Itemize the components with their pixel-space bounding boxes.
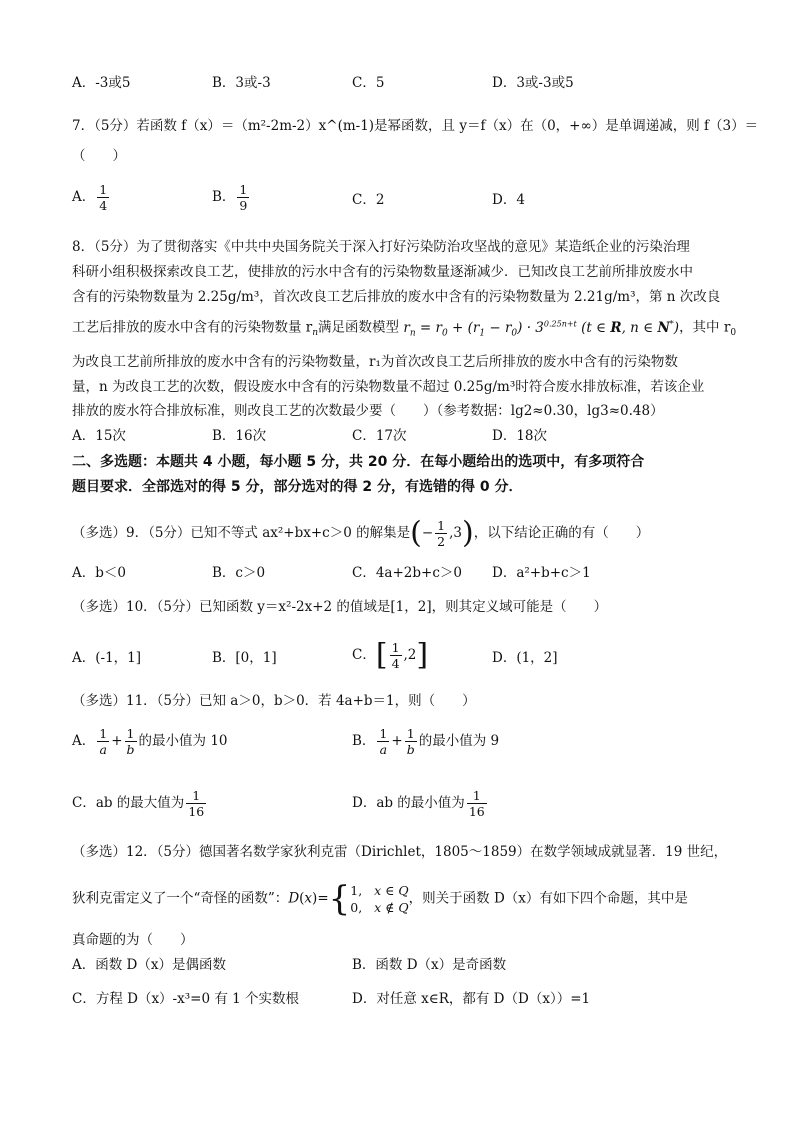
q7-option-b: B． $\frac{1}{9}$ (212, 182, 248, 213)
q12-option-a: A．函数 D（x）是偶函数 (72, 957, 226, 973)
q10-option-d: D．(1，2] (492, 650, 558, 666)
q8-formula: $r_n = r_0 + (r_1 - r_0) \cdot 3^{0.25n+t}$ (t ∈ R, n ∈ N*) (403, 319, 680, 339)
q11-option-d: D．ab 的最小值为 $\frac{1}{16}$ (352, 788, 485, 819)
q7-stem-line1: 7．（5分）若函数 f（x）＝（m²-2m-2）x^(m-1)是幂函数，且 y＝f（x）在（0，+∞）是单调递减，则 f（3）＝ (72, 118, 759, 134)
q11-option-a: A． $\frac{1}{a}$ + $\frac{1}{b}$ 的最小值为 10 (72, 726, 228, 757)
q12-option-b: B．函数 D（x）是奇函数 (352, 957, 507, 973)
q9-option-c: C．4a+2b+c＞0 (352, 565, 462, 581)
q8-stem-line5: 为改良工艺前所排放的废水中含有的污染物数量，r₁为首次改良工艺后所排放的废水中含有的污染物数 (72, 354, 678, 370)
q8-stem-line1: 8．（5分）为了贯彻落实《中共中央国务院关于深入打好污染防治攻坚战的意见》某造纸企业的污染治理 (72, 239, 690, 255)
q7-option-c: C．2 (352, 192, 385, 208)
q7-option-d: D．4 (492, 192, 525, 208)
q7-option-a: A． $\frac{1}{4}$ (72, 182, 108, 213)
q9-option-a: A．b＜0 (72, 565, 126, 581)
q9-stem: （多选）9．（5分）已知不等式 ax²+bx+c＞0 的解集是(− $\frac{1}{2}$ ,3)，以下结论正确的有（ ） (72, 515, 650, 551)
q12-option-c: C．方程 D（x）-x³=0 有 1 个实数根 (72, 991, 300, 1007)
q11-option-c: C．ab 的最大值为 $\frac{1}{16}$ (72, 788, 205, 819)
q8-option-a: A．15次 (72, 428, 126, 444)
q7-stem-line2: （ ） (72, 148, 126, 164)
q8-stem-line4: 工艺后排放的废水中含有的污染物数量 $r_n$满足函数模型 $r_n = r_0 + (r_1 - r_0) \cdot 3^{0.25n+t}$ (t ∈ R, n ∈ N*)，其中 $r_0$ (72, 319, 737, 339)
q9-option-d: D．a²+b+c＞1 (492, 565, 591, 581)
q9-option-b: B．c＞0 (212, 565, 266, 581)
q8-stem-line3: 含有的污染物数量为 2.25g/m³，首次改良工艺后排放的废水中含有的污染物数量为 2.21g/m³，第 n 次改良 (72, 289, 721, 305)
section-heading-line2: 题目要求．全部选对的得 5 分，部分选对的得 2 分，有选错的得 0 分． (72, 479, 523, 495)
q6-option-a: A．-3或5 (72, 75, 131, 91)
section-heading-line1: 二、多选题：本题共 4 小题，每小题 5 分，共 20 分．在每小题给出的选项中，有多项符合 (72, 454, 645, 470)
q10-option-c: C．[ $\frac{1}{4}$ ,2] (352, 637, 429, 673)
q8-stem-line2: 科研小组积极探索改良工艺，使排放的污水中含有的污染物数量逐渐减少．已知改良工艺前所排放废水中 (72, 264, 693, 280)
q8-stem-line6: 量，n 为改良工艺的次数，假设废水中含有的污染物数量不超过 0.25g/m³时符合废水排放标准，若该企业 (72, 379, 705, 395)
q6-option-b: B．3或-3 (212, 75, 271, 91)
q6-option-d: D．3或-3或5 (492, 75, 574, 91)
q10-stem: （多选）10．（5分）已知函数 y＝x²-2x+2 的值域是[1，2]，则其定义域可能是（ ） (72, 599, 608, 615)
q12-stem-line2: 狄利克雷定义了一个“奇怪的函数”：D(x)={ 1, x ∈ Q 0, x ∉ Q ，则关于函数 D（x）有如下四个命题，其中是 (72, 879, 688, 919)
q11-stem: （多选）11．（5分）已知 a＞0，b＞0．若 4a+b＝1，则（ ） (72, 693, 476, 709)
q6-option-c: C．5 (352, 75, 385, 91)
q8-option-c: C．17次 (352, 428, 407, 444)
q12-option-d: D．对任意 x∈R，都有 D（D（x））=1 (352, 991, 591, 1007)
q11-option-b: B． $\frac{1}{a}$ + $\frac{1}{b}$ 的最小值为 9 (352, 726, 500, 757)
q8-option-b: B．16次 (212, 428, 267, 444)
q10-option-a: A．(-1，1] (72, 650, 142, 666)
q8-stem-line7: 排放的废水符合排放标准，则改良工艺的次数最少要（ ）（参考数据：lg2≈0.30，lg3≈0.48） (72, 403, 664, 419)
q10-option-b: B．[0，1] (212, 650, 277, 666)
q8-option-d: D．18次 (492, 428, 548, 444)
q12-stem-line3: 真命题的为（ ） (72, 932, 194, 948)
q12-stem-line1: （多选）12．（5分）德国著名数学家狄利克雷（Dirichlet，1805～1859）在数学领域成就显著．19 世纪， (72, 844, 728, 860)
